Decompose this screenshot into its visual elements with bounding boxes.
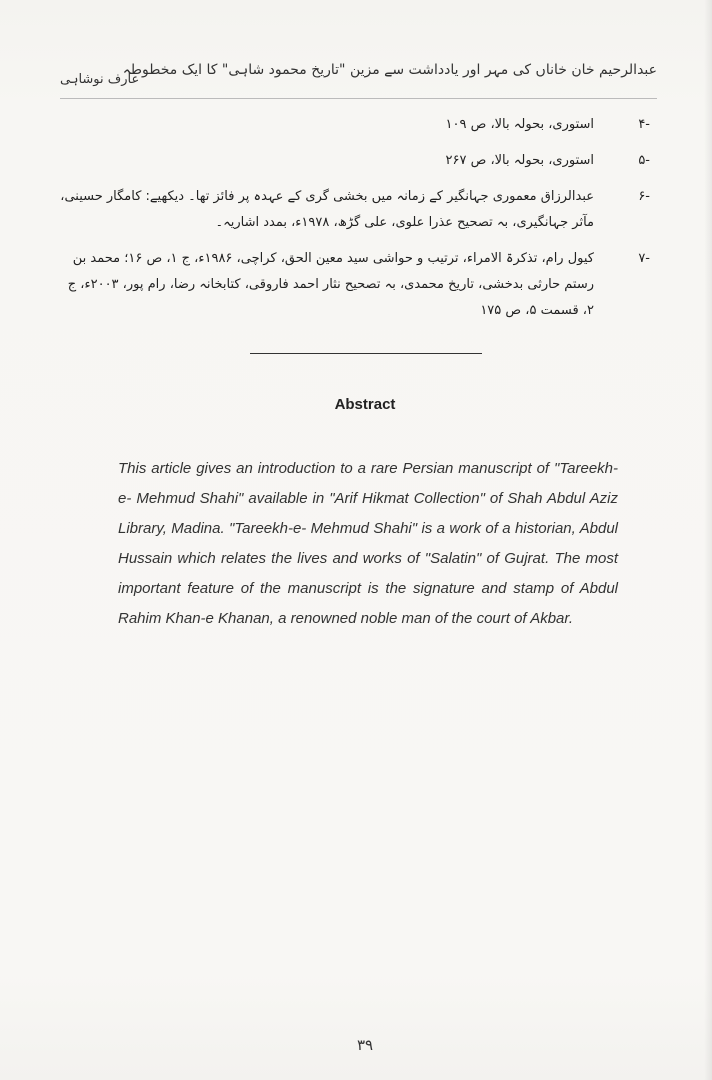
footnote-text: استوری، بحولہ بالا، ص ۱۰۹ bbox=[445, 117, 594, 132]
footnote-number: -۷ bbox=[638, 251, 650, 266]
footnote-number: -۶ bbox=[638, 189, 650, 204]
page-edge-shadow bbox=[704, 0, 712, 1080]
footnote-text: عبدالرزاق معموری جہانگیر کے زمانہ میں بخشی گری کے عہدہ پر فائز تھا۔ دیکھیے: کامگار حسینی، مآثر جہانگیری، بہ تصحیح عذرا علوی، علی گڑھ، ۱۹۷۸ء، بمدد اشاریہ۔ bbox=[60, 189, 594, 230]
footnote-text: استوری، بحولہ بالا، ص ۲۶۷ bbox=[445, 153, 594, 168]
abstract-body: This article gives an introduction to a rare Persian manuscript of "Tareekh-e- Mehmud Shahi" available in "Arif Hikmat Collection" of Shah Abdul Aziz Library, Madina. "Tareekh-e- Mehmud Shahi" is a work of a historian, Abdul Hussain which relates the lives and works of "Salatin" of Gujrat. The most important feature of the manuscript is the signature and stamp of Abdul Rahim Khan-e Khanan, a renowned noble man of the court of Akbar. bbox=[118, 460, 618, 627]
header-title: عبدالرحیم خان خاناں کی مہر اور یادداشت سے مزین "تاریخ محمود شاہی" کا ایک مخطوطہ bbox=[122, 62, 657, 78]
footnote-number: -۵ bbox=[638, 153, 650, 168]
page-number: ۳۹ bbox=[356, 1036, 374, 1054]
section-divider bbox=[250, 353, 482, 354]
abstract-heading: Abstract bbox=[334, 396, 396, 413]
footnote-item bbox=[60, 184, 650, 236]
footnote-item bbox=[60, 112, 650, 138]
footnote-text: کیول رام، تذکرۃ الامراء، ترتیب و حواشی سید معین الحق، کراچی، ۱۹۸۶ء، ج ۱، ص ۱۶؛ محمد بن رستم حارثی بدخشی، تاریخ محمدی، بہ تصحیح نثار احمد فاروقی، کتابخانہ رضا، رام پور، ۲۰۰۳ء، ج ۲، قسمت ۵، ص ۱۷۵ bbox=[67, 251, 594, 318]
footnote-item bbox=[60, 148, 650, 174]
header-author: عارف نوشاہی bbox=[60, 72, 140, 87]
footnote-number: -۴ bbox=[638, 117, 650, 132]
footnotes-list bbox=[60, 112, 650, 334]
running-header bbox=[60, 58, 657, 99]
footnote-item bbox=[60, 246, 650, 324]
